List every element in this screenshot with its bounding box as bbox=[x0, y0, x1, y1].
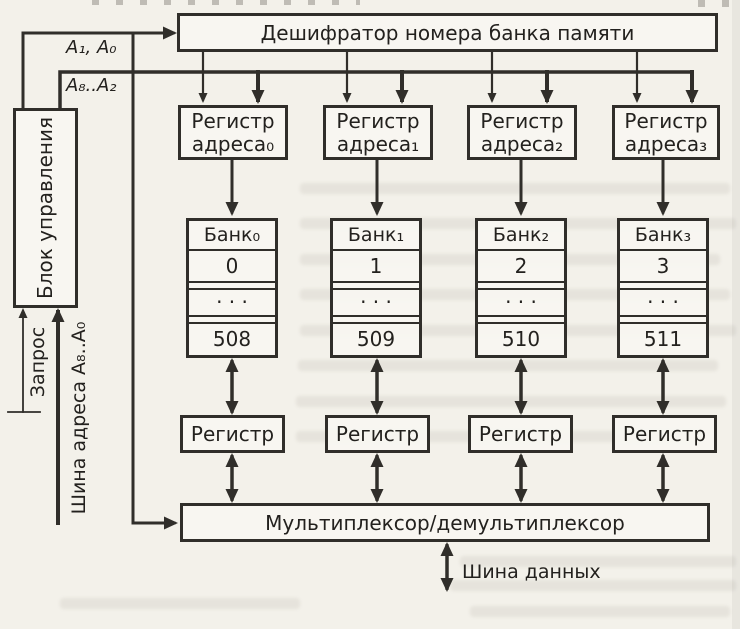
address-register-label-line2: адреса₃ bbox=[624, 131, 708, 156]
a1-a0-label: A₁, A₀ bbox=[66, 37, 117, 58]
bank-ellipsis-cell: · · · bbox=[647, 290, 679, 314]
bank-ellipsis-cell: · · · bbox=[216, 290, 248, 314]
io-register-label: Регистр bbox=[622, 422, 707, 446]
address-register-label-line1: Регистр bbox=[480, 109, 564, 134]
bank-ellipsis-cell: · · · bbox=[360, 290, 392, 314]
address-register-label-line2: адреса₀ bbox=[191, 131, 275, 156]
io-register-label: Регистр bbox=[190, 422, 275, 446]
bank-title: Банк₃ bbox=[634, 224, 692, 246]
address-register-label-line2: адреса₂ bbox=[480, 131, 564, 156]
address-register-label-line1: Регистр bbox=[336, 109, 420, 134]
bank-title: Банк₁ bbox=[347, 224, 405, 246]
address-register-label-line1: Регистр bbox=[624, 109, 708, 134]
multiplexer-label: Мультиплексор/демультиплексор bbox=[265, 510, 625, 535]
request-label: Запрос bbox=[27, 326, 49, 398]
address-bus-label: Шина адреса A₈..A₀ bbox=[68, 321, 90, 515]
mux-select-wire bbox=[133, 33, 174, 523]
bank-ellipsis-cell: · · · bbox=[505, 290, 537, 314]
bank-last-address-cell: 508 bbox=[212, 327, 252, 352]
bank-title: Банк₂ bbox=[492, 224, 550, 246]
decoder-label: Дешифратор номера банка памяти bbox=[260, 20, 635, 45]
bank-title: Банк₀ bbox=[203, 224, 261, 246]
bank-last-address-cell: 509 bbox=[356, 327, 396, 352]
control-unit-label: Блок управления bbox=[33, 116, 58, 300]
a8-a2-bus-wire bbox=[60, 72, 692, 107]
io-register-label: Регистр bbox=[335, 422, 420, 446]
address-register-label-line1: Регистр bbox=[191, 109, 275, 134]
address-register-label-line2: адреса₁ bbox=[336, 131, 420, 156]
bank-last-address-cell: 511 bbox=[643, 327, 683, 352]
bank-first-address-cell: 3 bbox=[620, 249, 706, 281]
bank-first-address-cell: 1 bbox=[333, 249, 419, 281]
a8-a2-label: A₈..A₂ bbox=[66, 75, 117, 96]
bank-last-address-cell: 510 bbox=[501, 327, 541, 352]
bank-first-address-cell: 2 bbox=[478, 249, 564, 281]
io-register-label: Регистр bbox=[478, 422, 563, 446]
data-bus-label: Шина данных bbox=[462, 561, 601, 583]
bank-first-address-cell: 0 bbox=[189, 249, 275, 281]
